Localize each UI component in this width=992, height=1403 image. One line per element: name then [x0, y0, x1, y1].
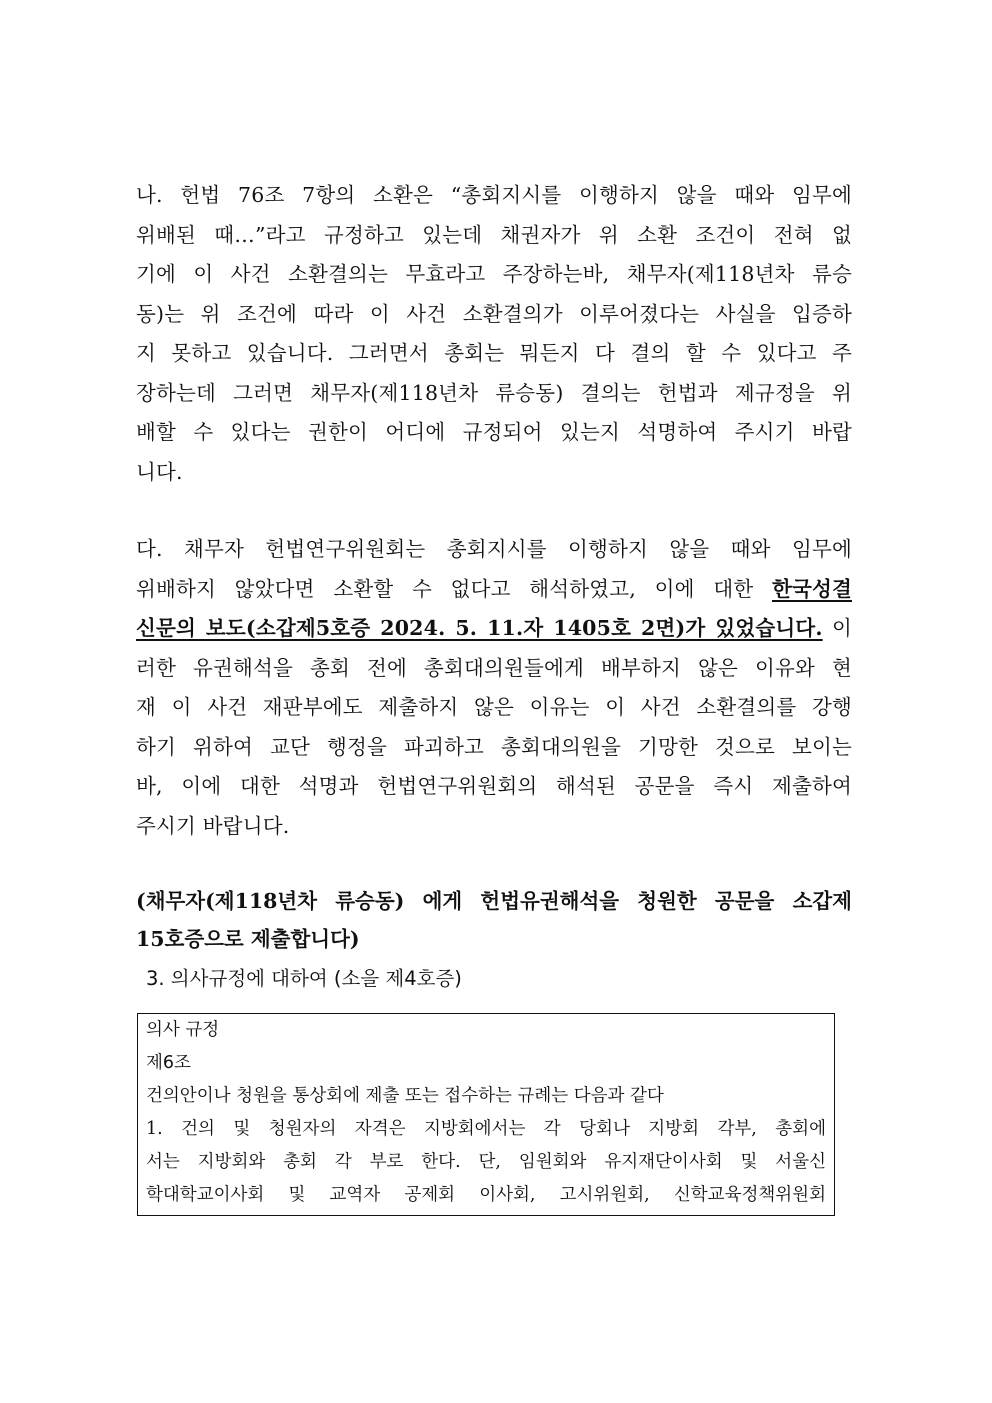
- paragraph-line: 러한 유권해석을 총회 전에 총회대의원들에게 배부하지 않은 이유와 현: [136, 655, 852, 680]
- underlined-citation: 한국성결: [771, 576, 852, 601]
- paragraph-line: 기에 이 사건 소환결의는 무효라고 주장하는바, 채무자(제118년차 류승: [136, 262, 852, 286]
- quote-box: [137, 1013, 835, 1216]
- paragraph-line: 위배된 때…”라고 규정하고 있는데 채권자가 위 소환 조건이 전혀 없: [136, 222, 852, 247]
- quote-box-line: 서는 지방회와 총회 각 부로 한다. 단, 임원회와 유지재단이사회 및 서울신: [146, 1152, 826, 1172]
- paragraph-da: [136, 530, 852, 846]
- paragraph-line: 지 못하고 있습니다. 그러면서 총회는 뭐든지 다 결의 할 수 있다고 주: [136, 341, 852, 365]
- paragraph-line: 다. 채무자 헌법연구위원회는 총회지시를 이행하지 않을 때와 임무에: [136, 537, 852, 561]
- paragraph-text: 위배하지 않았다면 소환할 수 없다고 해석하였고, 이에 대한: [136, 576, 772, 601]
- paragraph-text: 이: [822, 616, 852, 640]
- underlined-citation: 신문의 보도(소갑제5호증 2024. 5. 11.자 1405호 2면)가 있었습니다.: [136, 616, 823, 640]
- bold-note-line: (채무자(제118년차 류승동) 에게 헌법유권해석을 청원한 공문을 소갑제: [136, 889, 852, 913]
- quote-box-line: 1. 건의 및 청원자의 자격은 지방회에서는 각 당회나 지방회 각부, 총회에: [146, 1119, 826, 1139]
- bold-note-line: 15호증으로 제출합니다): [136, 927, 360, 951]
- section-heading: 3. 의사규정에 대하여 (소을 제4호증): [146, 967, 462, 990]
- paragraph-line: 바, 이에 대한 석명과 헌법연구위원회의 해석된 공문을 즉시 제출하여: [136, 774, 852, 798]
- paragraph-line: 니다.: [136, 459, 183, 484]
- quote-box-title: 의사 규정: [146, 1020, 220, 1040]
- paragraph-line: 하기 위하여 교단 행정을 파괴하고 총회대의원을 기망한 것으로 보이는: [136, 734, 852, 759]
- paragraph-line: 주시기 바랍니다.: [136, 813, 290, 838]
- quote-box-intro: 건의안이나 청원을 통상회에 제출 또는 접수하는 규례는 다음과 같다: [146, 1086, 664, 1106]
- paragraph-line: [136, 609, 852, 649]
- paragraph-na: [136, 176, 852, 492]
- quote-box-article: 제6조: [146, 1053, 191, 1073]
- paragraph-line: 장하는데 그러면 채무자(제118년차 류승동) 결의는 헌법과 제규정을 위: [136, 380, 852, 405]
- paragraph-line: 동)는 위 조건에 따라 이 사건 소환결의가 이루어졌다는 사실을 입증하: [136, 301, 852, 326]
- paragraph-line: 배할 수 있다는 권한이 어디에 규정되어 있는지 석명하여 주시기 바랍: [136, 420, 852, 444]
- paragraph-line: 재 이 사건 재판부에도 제출하지 않은 이유는 이 사건 소환결의를 강행: [136, 695, 852, 719]
- paragraph-line: [136, 570, 852, 610]
- paragraph-line: 나. 헌법 76조 7항의 소환은 “총회지시를 이행하지 않을 때와 임무에: [136, 183, 852, 207]
- quote-box-line: 학대학교이사회 및 교역자 공제회 이사회, 고시위원회, 신학교육정책위원회: [146, 1185, 826, 1205]
- bold-note: [136, 882, 852, 958]
